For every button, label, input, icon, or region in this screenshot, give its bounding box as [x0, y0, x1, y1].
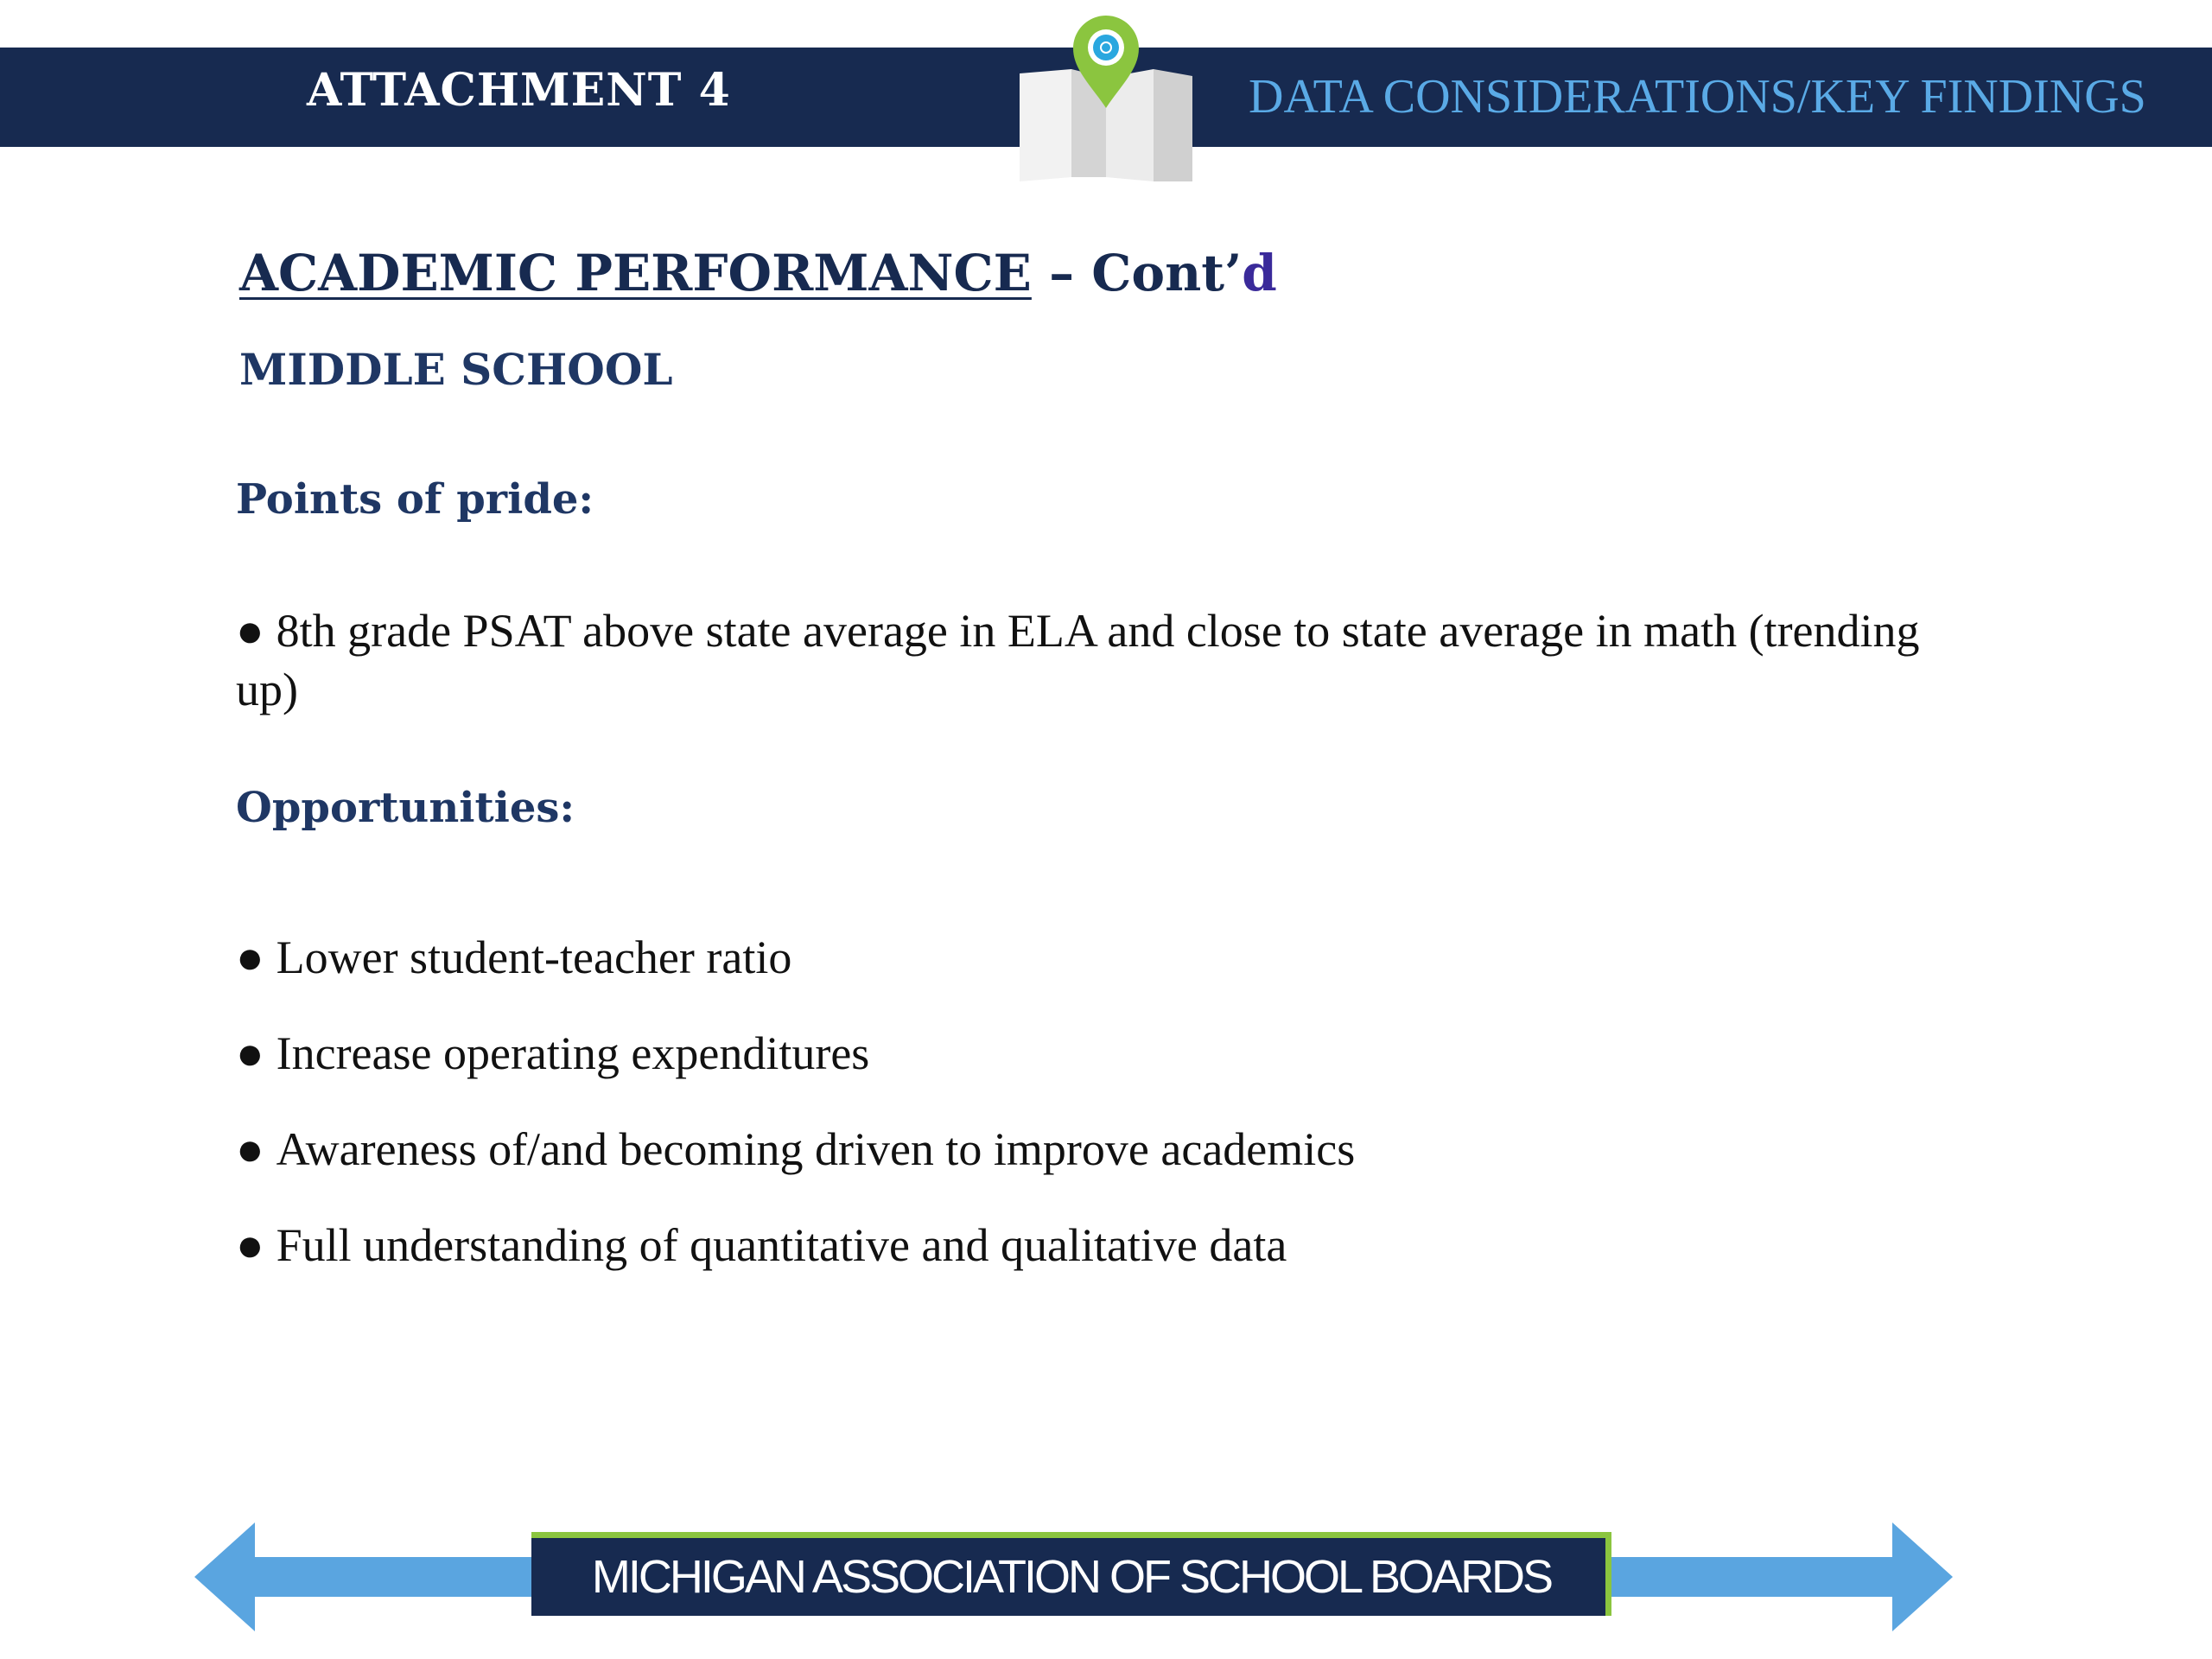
- list-item-text: 8th grade PSAT above state average in ELA and close to state average in math (trending up): [236, 605, 1920, 715]
- page-title: [239, 244, 1277, 302]
- list-item: [236, 928, 791, 987]
- points-of-pride-heading: Points of pride:: [236, 475, 594, 524]
- opportunities-heading: Opportunities:: [236, 784, 575, 832]
- bullet-icon: ●: [236, 1027, 264, 1079]
- page-title-suffix: – Cont’: [1031, 244, 1243, 302]
- header-section-title: DATA CONSIDERATIONS/KEY FINDINGS: [1249, 70, 2146, 124]
- page-title-suffix-end: d: [1242, 244, 1277, 302]
- bullet-icon: ●: [236, 1219, 264, 1271]
- page-title-main: ACADEMIC PERFORMANCE: [239, 244, 1032, 302]
- page-subtitle: MIDDLE SCHOOL: [239, 344, 673, 395]
- list-item-text: Lower student-teacher ratio: [276, 931, 792, 983]
- bullet-icon: ●: [236, 1123, 264, 1175]
- list-item: [236, 1216, 1287, 1274]
- list-item: [236, 601, 1964, 719]
- list-item-text: Awareness of/and becoming driven to improve academics: [276, 1123, 1356, 1175]
- list-item: [236, 1120, 1355, 1179]
- list-item-text: Full understanding of quantitative and qualitative data: [276, 1219, 1287, 1271]
- bullet-icon: ●: [236, 931, 264, 983]
- bullet-icon: ●: [236, 605, 264, 657]
- attachment-label: ATTACHMENT 4: [307, 64, 731, 117]
- list-item-text: Increase operating expenditures: [276, 1027, 870, 1079]
- list-item: [236, 1024, 869, 1083]
- footer-org-name: MICHIGAN ASSOCIATION OF SCHOOL BOARDS: [591, 1551, 1552, 1603]
- map-pin-icon: [1011, 9, 1201, 181]
